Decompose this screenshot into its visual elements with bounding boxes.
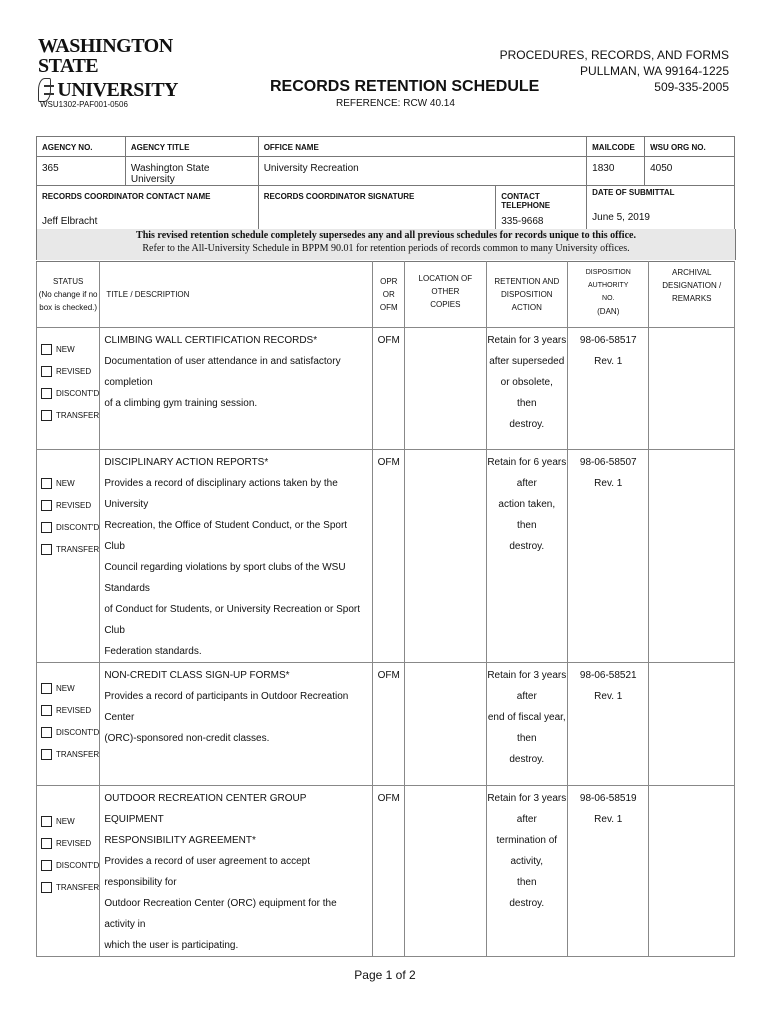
- coordinator-name: Jeff Elbracht: [37, 210, 259, 236]
- table-row: [37, 450, 735, 663]
- col-opr-l2: OR: [382, 290, 395, 299]
- col-location-l2: COPIES: [430, 300, 461, 309]
- status-revised[interactable]: REVISED: [41, 699, 99, 721]
- status-options: [37, 328, 100, 450]
- desc-line: Provides a record of participants in Outdoor Recreation Center: [104, 691, 349, 723]
- record-title: CLIMBING WALL CERTIFICATION RECORDS*: [104, 335, 318, 346]
- record-retention: [486, 450, 568, 663]
- record-description: [100, 786, 373, 957]
- ret-line: then: [517, 520, 537, 531]
- record-archival: [649, 786, 735, 957]
- record-description: [100, 450, 373, 663]
- status-discontinued[interactable]: DISCONT'D: [41, 516, 99, 538]
- mailcode: 1830: [587, 157, 645, 186]
- dan-number: 98-06-58519: [579, 793, 637, 804]
- ret-line: then: [517, 733, 537, 744]
- status-transfer[interactable]: TRANSFER: [41, 876, 99, 898]
- status-transfer[interactable]: TRANSFER: [41, 404, 99, 426]
- col-dan-l2: NO.: [602, 295, 615, 302]
- desc-line: which the user is participating.: [104, 940, 239, 951]
- contact-phone: 335-9668: [496, 210, 587, 236]
- table-row: [37, 786, 735, 957]
- ret-line: destroy.: [509, 541, 545, 552]
- desc-line: Recreation, the Office of Student Conduct, or the Sport Club: [104, 520, 348, 552]
- mailcode-label: MAILCODE: [587, 137, 645, 157]
- status-revised[interactable]: REVISED: [41, 832, 99, 854]
- checkbox-icon[interactable]: [41, 522, 52, 533]
- col-status-l3: box is checked.): [39, 303, 98, 312]
- ret-line: Retain for 3 years: [487, 335, 567, 346]
- record-retention: [486, 786, 568, 957]
- col-archival: [649, 262, 735, 328]
- col-status-l1: STATUS: [52, 277, 84, 286]
- record-description: [100, 328, 373, 450]
- status-new[interactable]: NEW: [41, 338, 99, 360]
- record-dan: [568, 663, 649, 786]
- address-block: [500, 47, 729, 95]
- checkbox-icon[interactable]: [41, 727, 52, 738]
- coordinator-name-label: RECORDS COORDINATOR CONTACT NAME: [37, 186, 259, 211]
- ret-line: end of fiscal year,: [487, 712, 566, 723]
- checkbox-icon[interactable]: [41, 882, 52, 893]
- org-no: 4050: [645, 157, 735, 186]
- col-retention-l1: RETENTION AND: [494, 277, 560, 286]
- record-retention: [486, 663, 568, 786]
- col-dan: [568, 262, 649, 328]
- desc-line: Documentation of user attendance in and satisfactory completion: [104, 356, 341, 388]
- ret-line: Retain for 3 years: [487, 670, 567, 681]
- record-description: [100, 663, 373, 786]
- ret-line: destroy.: [509, 898, 545, 909]
- desc-line: of a climbing gym training session.: [104, 398, 258, 409]
- col-dan-l3: (DAN): [597, 307, 620, 316]
- status-new[interactable]: NEW: [41, 677, 99, 699]
- desc-line: Outdoor Recreation Center (ORC) equipment for the activity in: [104, 898, 337, 930]
- checkbox-icon[interactable]: [41, 705, 52, 716]
- checkbox-icon[interactable]: [41, 410, 52, 421]
- record-title: NON-CREDIT CLASS SIGN-UP FORMS*: [104, 670, 290, 681]
- record-archival: [649, 450, 735, 663]
- ret-line: action taken,: [498, 499, 556, 510]
- record-title-line2: RESPONSIBILITY AGREEMENT*: [104, 835, 256, 846]
- record-title: DISCIPLINARY ACTION REPORTS*: [104, 457, 269, 468]
- checkbox-icon[interactable]: [41, 500, 52, 511]
- date-label: DATE OF SUBMITTAL: [587, 186, 735, 211]
- contact-phone-label: CONTACT TELEPHONE: [496, 186, 587, 211]
- ret-line: destroy.: [509, 754, 545, 765]
- agency-no: 365: [37, 157, 126, 186]
- checkbox-icon[interactable]: [41, 816, 52, 827]
- status-options: [37, 450, 100, 663]
- status-new[interactable]: NEW: [41, 810, 99, 832]
- checkbox-icon[interactable]: [41, 478, 52, 489]
- ret-line: activity,: [510, 856, 544, 867]
- col-archival-l3: REMARKS: [671, 294, 712, 303]
- col-location: [405, 262, 486, 328]
- reference: REFERENCE: RCW 40.14: [336, 98, 455, 109]
- status-new[interactable]: NEW: [41, 472, 99, 494]
- agency-no-label: AGENCY NO.: [37, 137, 126, 157]
- checkbox-icon[interactable]: [41, 344, 52, 355]
- record-opr: OFM: [373, 328, 405, 450]
- desc-line: Federation standards.: [104, 646, 202, 657]
- record-dan: [568, 450, 649, 663]
- notice-banner: [36, 229, 736, 260]
- status-discontinued[interactable]: DISCONT'D: [41, 721, 99, 743]
- logo-line1: WASHINGTON STATE: [38, 35, 173, 77]
- col-opr-l3: OFM: [379, 303, 398, 312]
- desc-line: Provides a record of disciplinary actions taken by the University: [104, 478, 338, 510]
- desc-line: (ORC)-sponsored non-credit classes.: [104, 733, 270, 744]
- record-dan: [568, 328, 649, 450]
- checkbox-icon[interactable]: [41, 544, 52, 555]
- record-opr: OFM: [373, 450, 405, 663]
- dan-revision: Rev. 1: [594, 691, 623, 702]
- form-number: WSU1302-PAF001-0506: [40, 100, 128, 109]
- checkbox-icon[interactable]: [41, 860, 52, 871]
- address-line2: PULLMAN, WA 99164-1225: [580, 64, 729, 78]
- record-retention: [486, 328, 568, 450]
- page-number: Page 1 of 2: [354, 968, 416, 982]
- notice-line2: Refer to the All-University Schedule in BPPM 90.01 for retention periods of records common to many University offices.: [142, 243, 630, 254]
- ret-line: after: [516, 814, 537, 825]
- agency-info-table: [36, 136, 735, 237]
- col-opr: [373, 262, 405, 328]
- address-line1: PROCEDURES, RECORDS, AND FORMS: [499, 48, 729, 62]
- checkbox-icon[interactable]: [41, 749, 52, 760]
- ret-line: termination of: [496, 835, 558, 846]
- status-options: [37, 663, 100, 786]
- col-archival-l2: DESIGNATION /: [662, 281, 722, 290]
- record-opr: OFM: [373, 786, 405, 957]
- record-opr: OFM: [373, 663, 405, 786]
- ret-line: Retain for 3 years: [487, 793, 567, 804]
- record-title: OUTDOOR RECREATION CENTER GROUP EQUIPMENT: [104, 793, 307, 825]
- col-title: TITLE / DESCRIPTION: [100, 262, 373, 328]
- record-archival: [649, 328, 735, 450]
- ret-line: after: [516, 478, 537, 489]
- checkbox-icon[interactable]: [41, 388, 52, 399]
- ret-line: then: [517, 398, 537, 409]
- dan-revision: Rev. 1: [594, 814, 623, 825]
- ret-line: after superseded: [489, 356, 565, 367]
- status-discontinued[interactable]: DISCONT'D: [41, 854, 99, 876]
- dan-number: 98-06-58517: [579, 335, 637, 346]
- status-discontinued[interactable]: DISCONT'D: [41, 382, 99, 404]
- org-no-label: WSU ORG NO.: [645, 137, 735, 157]
- logo-line2: UNIVERSITY: [57, 78, 178, 101]
- checkbox-icon[interactable]: [41, 366, 52, 377]
- address-line3: 509-335-2005: [654, 80, 729, 94]
- coordinator-signature-label: RECORDS COORDINATOR SIGNATURE: [258, 186, 496, 211]
- desc-line: of Conduct for Students, or University Recreation or Sport Club: [104, 604, 360, 636]
- col-location-l1: LOCATION OF OTHER: [418, 274, 473, 296]
- col-archival-l1: ARCHIVAL: [672, 268, 712, 277]
- ret-line: destroy.: [509, 419, 545, 430]
- ret-line: or obsolete,: [500, 377, 553, 388]
- col-retention: [486, 262, 568, 328]
- schedule-table: [36, 261, 735, 957]
- schedule-header-row: [37, 262, 735, 328]
- status-transfer[interactable]: TRANSFER: [41, 538, 99, 560]
- ret-line: then: [517, 877, 537, 888]
- agency-title-label: AGENCY TITLE: [125, 137, 258, 157]
- table-row: [37, 663, 735, 786]
- ret-line: after: [516, 691, 537, 702]
- desc-line: Provides a record of user agreement to accept responsibility for: [104, 856, 310, 888]
- status-revised[interactable]: REVISED: [41, 360, 99, 382]
- dan-number: 98-06-58507: [579, 457, 637, 468]
- status-transfer[interactable]: TRANSFER: [41, 743, 99, 765]
- wsu-logo: [38, 36, 178, 102]
- record-location: [405, 663, 486, 786]
- page-title: RECORDS RETENTION SCHEDULE: [270, 78, 540, 95]
- col-dan-l1: DISPOSITION AUTHORITY: [585, 269, 631, 289]
- record-archival: [649, 663, 735, 786]
- status-revised[interactable]: REVISED: [41, 494, 99, 516]
- agency-title: Washington State University: [125, 157, 258, 186]
- dan-number: 98-06-58521: [579, 670, 637, 681]
- office-name: University Recreation: [258, 157, 586, 186]
- record-dan: [568, 786, 649, 957]
- col-retention-l2: DISPOSITION ACTION: [501, 290, 553, 312]
- date-of-submittal: June 5, 2019: [587, 210, 735, 236]
- checkbox-icon[interactable]: [41, 683, 52, 694]
- dan-revision: Rev. 1: [594, 356, 623, 367]
- cougar-head-icon: [38, 78, 51, 102]
- ret-line: Retain for 6 years: [487, 457, 567, 468]
- col-status: [37, 262, 100, 328]
- checkbox-icon[interactable]: [41, 838, 52, 849]
- notice-line1: This revised retention schedule completely supersedes any and all previous schedules for records unique to this office.: [136, 230, 636, 241]
- dan-revision: Rev. 1: [594, 478, 623, 489]
- record-location: [405, 450, 486, 663]
- desc-line: Council regarding violations by sport clubs of the WSU Standards: [104, 562, 346, 594]
- table-row: [37, 328, 735, 450]
- status-options: [37, 786, 100, 957]
- record-location: [405, 328, 486, 450]
- office-name-label: OFFICE NAME: [258, 137, 586, 157]
- col-opr-l1: OPR: [380, 277, 398, 286]
- record-location: [405, 786, 486, 957]
- col-status-l2: (No change if no: [38, 290, 98, 299]
